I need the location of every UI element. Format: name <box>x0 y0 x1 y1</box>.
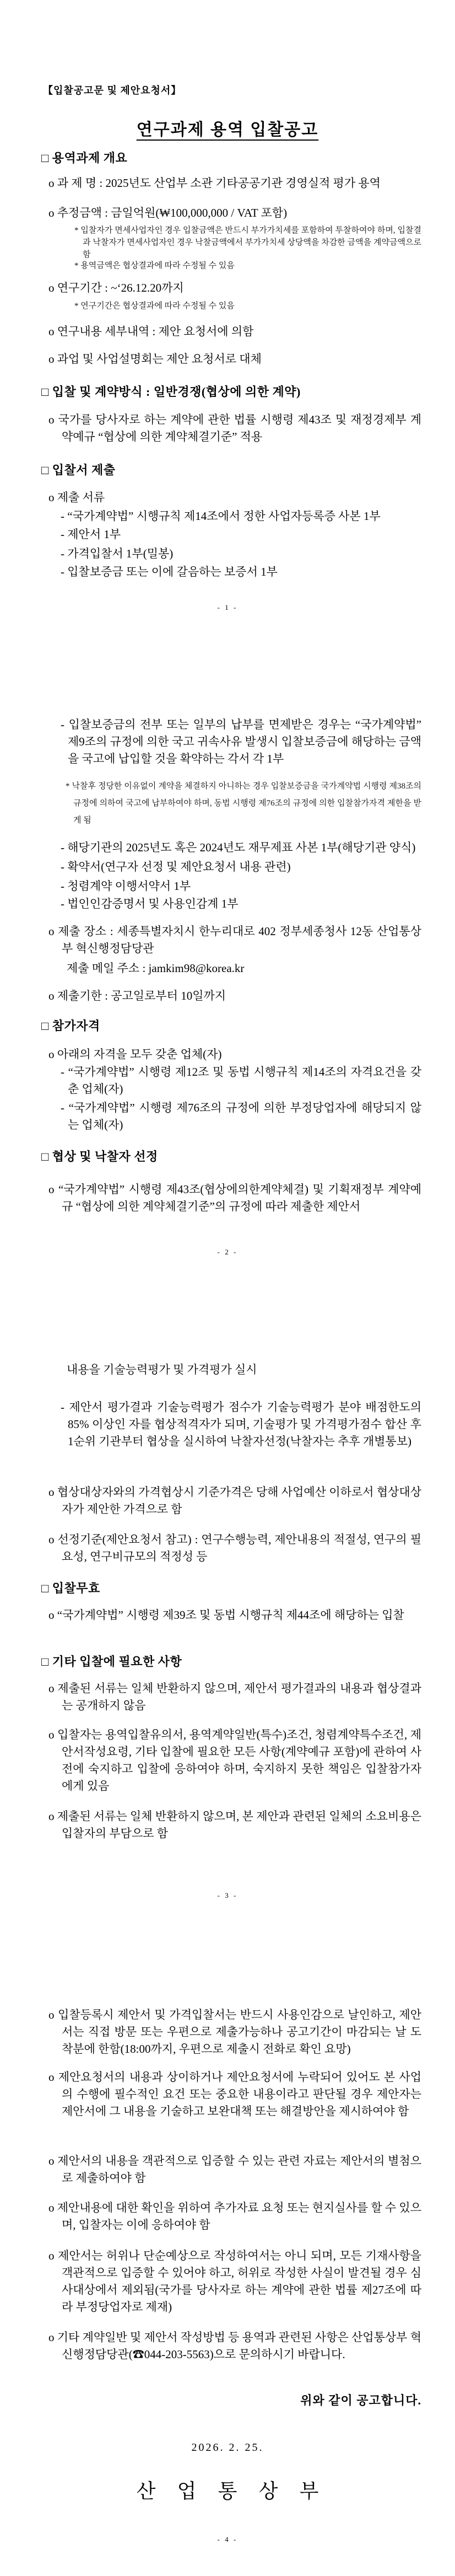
subitem-eligibility-law: - “국가계약법” 시행령 제12조 및 동법 시행규칙 제14조의 자격요건을 갖춘 업체(자) <box>61 1065 421 1096</box>
subitem-eligibility-no-misconduct: - “국가계약법” 시행령 제76조의 규정에 의한 부정당업자에 해당되지 않는 업체(자) <box>61 1101 421 1131</box>
paragraph-selection-criteria: o 선정기준(제안요청서 참고) : 연구수행능력, 제안내용의 적절성, 연구의 필요성, 연구비규모의 적정성 등 <box>48 1533 421 1563</box>
subitem-bid-bond: - 입찰보증금 또는 이에 갈음하는 보증서 1부 <box>61 565 278 578</box>
issuing-organization: 산 업 통 상 부 <box>136 2480 327 2502</box>
paragraph-supporting-materials: o 제안서의 내용을 객관적으로 입증할 수 있는 관련 자료는 제안서의 별첨으로 제출하여야 함 <box>48 2154 421 2185</box>
paragraph-task-name: o 과 제 명 : 2025년도 산업부 소관 기타공공기관 경영실적 평가 용역 <box>48 176 381 190</box>
note-period-negotiable: * 연구기간은 협상결과에 따라 수정될 수 있음 <box>74 302 235 310</box>
page-number-4: - 4 - <box>217 2535 238 2543</box>
paragraph-estimated-amount: o 추정금액 : 금일억원(₩100,000,000 / VAT 포함) <box>48 206 288 219</box>
section-bid-submission: □ 입찰서 제출 <box>41 463 116 477</box>
subitem-proposal: - 제안서 1부 <box>61 528 121 541</box>
announcement-date: 2026. 2. 25. <box>191 2441 264 2454</box>
paragraph-false-statement-sanction: o 제안서는 허위나 단순예상으로 작성하여서는 아니 되며, 모든 기재사항을 객관적으로 입증할 수 있어야 하고, 허위로 작성한 사실이 발견될 경우 심사대상에서 제외됨(국가를 당사자로 하는 계약에 관한 법률 제27조에 따라 부정당업자로 제재) <box>48 2249 421 2314</box>
section-bid-invalidity: □ 입찰무효 <box>41 1581 100 1595</box>
document-type-label: 【입찰공고문 및 제안요청서】 <box>43 85 182 96</box>
subitem-pledge-letter: - 확약서(연구자 선정 및 제안요청서 내용 관련) <box>61 860 291 873</box>
paragraph-eligibility-all: o 아래의 자격을 모두 갖춘 업체(자) <box>48 1048 222 1061</box>
closing-statement: 위와 같이 공고합니다. <box>300 2393 421 2407</box>
paragraph-rfp-discrepancy: o 제안요청서의 내용과 상이하거나 제안요청서에 누락되어 있어도 본 사업의 수행에 필수적인 요건 또는 중요한 내용이라고 판단될 경우 제안자는 제안서에 그 내용을 기술하고 보완대책 또는 해결방안을 제시하여야 함 <box>48 2070 421 2118</box>
paragraph-submission-deadline: o 제출기한 : 공고일로부터 10일까지 <box>48 989 226 1002</box>
note-bond-forfeiture: * 낙찰후 정당한 이유없이 계약을 체결하지 아니하는 경우 입찰보증금을 국가계약법 시행령 제38조의 규정에 의하여 국고에 납부하여야 하며, 동법 시행령 제76조의 규정에 의한 입찰참가자격 제한을 받게 됨 <box>66 782 421 825</box>
paragraph-briefing-replaced: o 과업 및 사업설명회는 제안 요청서로 대체 <box>48 352 262 366</box>
section-negotiation-award-selection: □ 협상 및 낙찰자 선정 <box>41 1150 158 1163</box>
paragraph-registration-seal: o 입찰등록시 제안서 및 가격입찰서는 반드시 사용인감으로 날인하고, 제안서는 직접 방문 또는 우편으로 제출가능하나 공고기간이 마감되는 날 도착분에 한함(18:00까지, 우편으로 제출시 전화로 확인 요망) <box>48 2008 421 2056</box>
paragraph-evaluation-basis-continued: 내용을 기술능력평가 및 가격평가 실시 <box>67 1363 257 1376</box>
paragraph-evaluation-basis: o “국가계약법” 시행령 제43조(협상에의한계약체결) 및 기획재정부 계약예규 “협상에 의한 계약체결기준”의 규정에 따라 제출한 제안서 <box>48 1183 421 1213</box>
section-other-bid-matters: □ 기타 입찰에 필요한 사항 <box>41 1655 182 1668</box>
paragraph-research-period: o 연구기간 : ~‘26.12.20까지 <box>48 281 184 294</box>
note-vat: * 입찰자가 면세사업자인 경우 입찰금액은 반드시 부가가치세를 포함하여 투찰하여야 하며, 입찰결과 낙찰자가 면세사업자인 경우 낙찰금액에서 부가가치세 상당액을 차감한 금액을 계약금액으로 함 <box>74 226 421 259</box>
page-number-1: - 1 - <box>217 603 238 611</box>
subitem-integrity-pledge: - 청렴계약 이행서약서 1부 <box>61 879 191 893</box>
paragraph-research-detail: o 연구내용 세부내역 : 제안 요청서에 의함 <box>48 325 254 338</box>
subitem-business-registration: - “국가계약법” 시행규칙 제14조에서 정한 사업자등록증 사본 1부 <box>61 509 381 523</box>
section-task-overview: □ 용역과제 개요 <box>41 151 128 165</box>
paragraph-submission-documents: o 제출 서류 <box>48 491 105 504</box>
note-amount-negotiable: * 용역금액은 협상결과에 따라 수정될 수 있음 <box>74 261 235 270</box>
subitem-bond-exemption-pledge: - 입찰보증금의 전부 또는 일부의 납부를 면제받은 경우는 “국가계약법” 제9조의 규정에 의한 국고 귀속사유 발생시 입찰보증금에 해당하는 금액을 국고에 납입할 것을 확약하는 각서 각 1부 <box>61 718 421 765</box>
paragraph-invalid-bid-law: o “국가계약법” 시행령 제39조 및 동법 시행규칙 제44조에 해당하는 입찰 <box>48 1608 404 1622</box>
section-eligibility: □ 참가자격 <box>41 1019 100 1033</box>
paragraph-bidder-responsibility: o 입찰자는 용역입찰유의서, 용역계약일반(특수)조건, 청렴계약특수조건, 제안서작성요령, 기타 입찰에 필요한 모든 사항(계약예규 포함)에 관하여 사전에 숙지하고 입찰에 응하여야 하며, 숙지하지 못한 책임은 입찰참가자에게 있음 <box>48 1728 421 1793</box>
paragraph-inquiry-contact: o 기타 계약일반 및 제안서 작성방법 등 용역과 관련된 사항은 산업통상부 혁신행정담당관(☎044-203-5563)으로 문의하시기 바랍니다. <box>48 2331 421 2361</box>
paragraph-cost-burden: o 제출된 서류는 일체 반환하지 않으며, 본 제안과 관련된 일체의 소요비용은 입찰자의 부담으로 함 <box>48 1810 421 1840</box>
section-bid-contract-method: □ 입찰 및 계약방식 : 일반경쟁(협상에 의한 계약) <box>41 385 301 399</box>
subitem-corporate-seal: - 법인인감증명서 및 사용인감계 1부 <box>61 897 239 910</box>
paragraph-price-negotiation-basis: o 협상대상자와의 가격협상시 기준가격은 당해 사업예산 이하로서 협상대상자가 제안한 가격으로 함 <box>48 1485 421 1516</box>
subitem-evaluation-criteria-85: - 제안서 평가결과 기술능력평가 점수가 기술능력평가 분야 배점한도의 85% 이상인 자를 협상적격자가 되며, 기술평가 및 가격평가점수 합산 후 1순위 기관부터 협상을 실시하여 낙찰자선정(낙찰자는 추후 개별통보) <box>61 1400 421 1448</box>
paragraph-submission-email: 제출 메일 주소 : jamkim98@korea.kr <box>67 962 245 975</box>
subitem-financial-statements: - 해당기관의 2025년도 혹은 2024년도 재무제표 사본 1부(해당기관 양식) <box>61 841 416 854</box>
paragraph-submission-place: o 제출 장소 : 세종특별자치시 한누리대로 402 정부세종청사 12동 산업통상부 혁신행정담당관 <box>48 925 421 955</box>
page-number-3: - 3 - <box>217 1891 238 1899</box>
page-number-2: - 2 - <box>217 1248 238 1256</box>
paragraph-no-return-no-disclosure: o 제출된 서류는 일체 반환하지 않으며, 제안서 평가결과의 내용과 협상결과는 공개하지 않음 <box>48 1682 421 1712</box>
subitem-price-bid: - 가격입찰서 1부(밀봉) <box>61 547 174 560</box>
document-title: 연구과제 용역 입찰공고 <box>136 121 319 139</box>
paragraph-applicable-law: o 국가를 당사자로 하는 계약에 관한 법률 시행령 제43조 및 재정경제부 계약예규 “협상에 의한 계약체결기준” 적용 <box>48 413 421 443</box>
paragraph-additional-data-request: o 제안내용에 대한 확인을 위하여 추가자료 요청 또는 현지실사를 할 수 있으며, 입찰자는 이에 응하여야 함 <box>48 2201 421 2231</box>
